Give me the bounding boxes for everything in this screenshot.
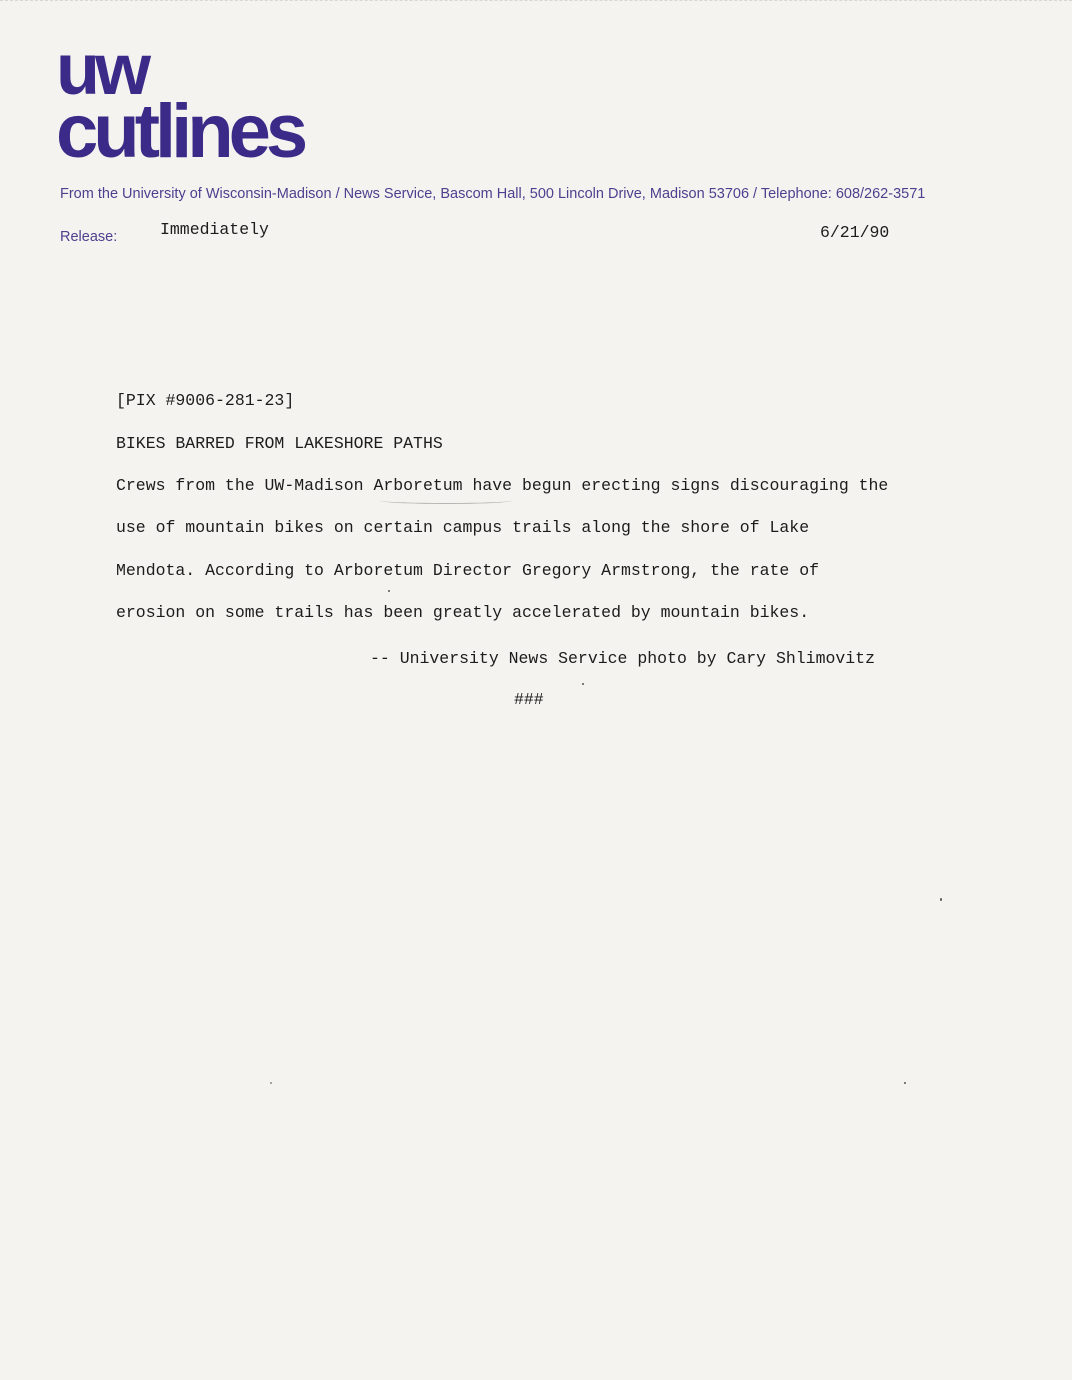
headline: BIKES BARRED FROM LAKESHORE PATHS <box>116 434 443 453</box>
paper-speck <box>940 898 942 901</box>
body-line: Mendota. According to Arboretum Director Gregory Armstrong, the rate of <box>116 561 820 580</box>
photo-reference: [PIX #9006-281-23] <box>116 391 295 410</box>
body-line: Crews from the UW-Madison Arboretum have begun erecting signs discouraging the <box>116 476 889 495</box>
logo-line-uw: uw <box>56 30 146 110</box>
paper-speck <box>904 1082 906 1084</box>
perforated-edge <box>0 0 1072 27</box>
paper-speck <box>388 590 390 592</box>
release-value: Immediately <box>160 220 269 239</box>
pencil-underline-mark <box>380 497 512 504</box>
uw-cutlines-logo <box>56 30 304 174</box>
body-line: erosion on some trails has been greatly accelerated by mountain bikes. <box>116 603 810 622</box>
masthead-address: From the University of Wisconsin-Madison / News Service, Bascom Hall, 500 Lincoln Drive, Madison 53706 / Telephone: 608/262-3571 <box>60 186 926 202</box>
paper-speck <box>270 1082 272 1084</box>
release-label: Release: <box>60 229 118 245</box>
paper-speck <box>582 683 584 685</box>
photo-credit: -- University News Service photo by Cary Shlimovitz <box>370 649 875 668</box>
body-line: use of mountain bikes on certain campus trails along the shore of Lake <box>116 518 810 537</box>
logo-line-cutlines: cutlines <box>56 89 304 174</box>
end-mark: ### <box>514 690 544 709</box>
release-date: 6/21/90 <box>820 223 890 242</box>
